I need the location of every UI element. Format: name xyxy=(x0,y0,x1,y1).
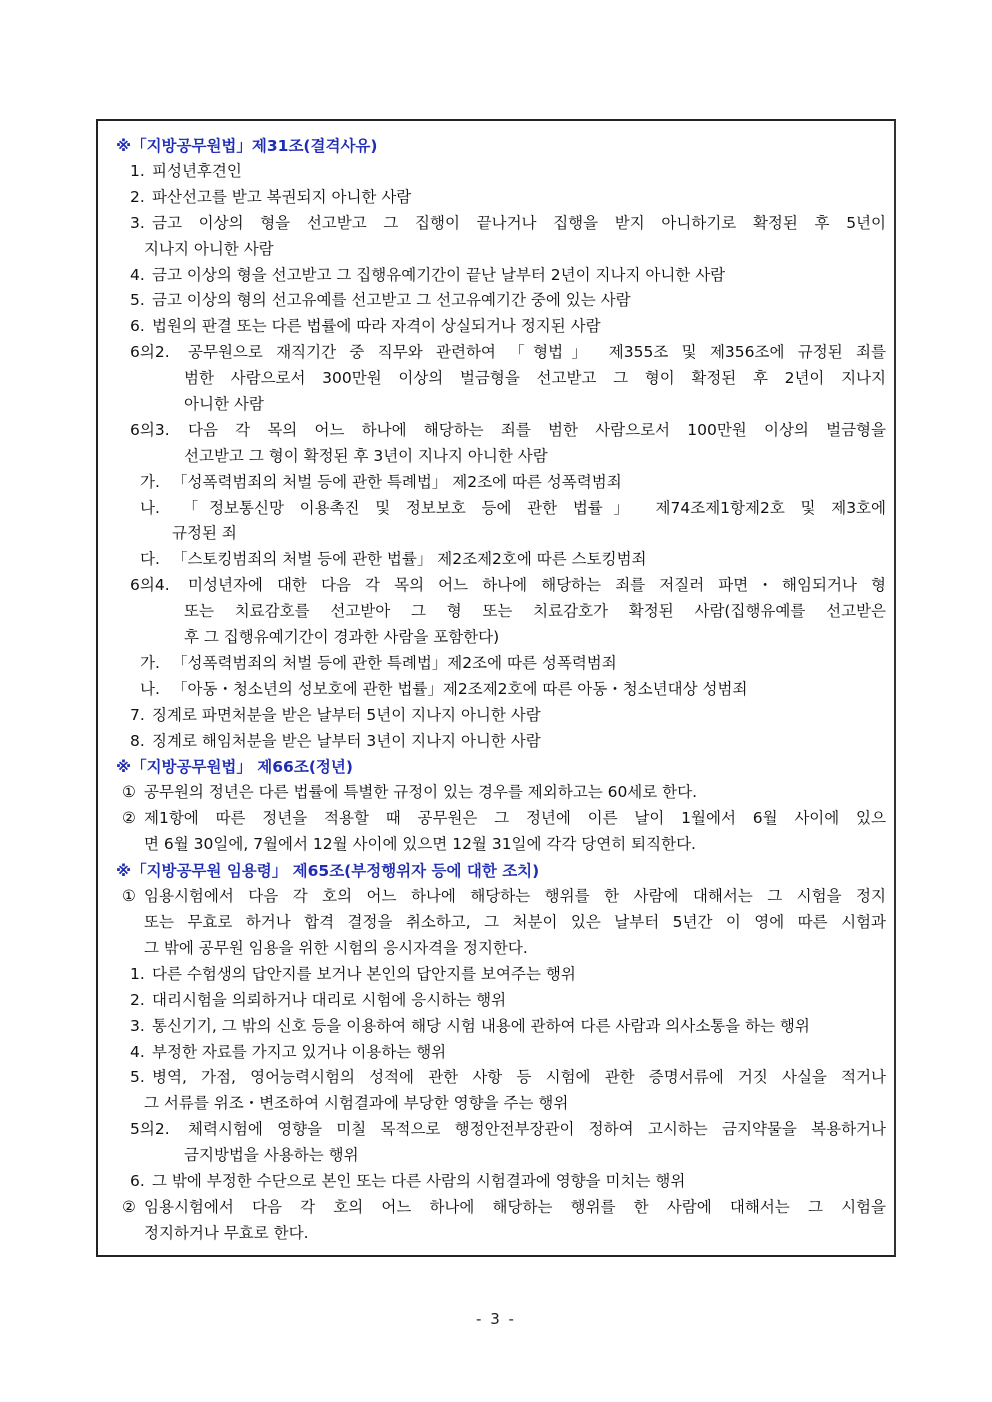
clause-marker: 1. xyxy=(130,162,145,180)
clause-marker: ② xyxy=(122,809,136,828)
clause-marker: 6의2. xyxy=(130,343,170,362)
clause-text: 법원의 판결 또는 다른 법률에 따라 자격이 상실되거나 정지된 사람 xyxy=(152,317,601,336)
clause-text: 「성폭력범죄의 처벌 등에 관한 특례법」 제2조에 따른 성폭력범죄 xyxy=(172,472,622,491)
clause-text: 피성년후견인 xyxy=(152,162,242,180)
clause-text: 선고받고 그 형이 확정된 후 3년이 지나지 아니한 사람 xyxy=(184,446,548,465)
clause-line xyxy=(116,1014,886,1040)
section-heading: ※「지방공무원 임용령」 제65조(부정행위자 등에 대한 조치) xyxy=(116,862,540,881)
clause-line xyxy=(116,832,886,858)
clause-text: 징계로 파면처분을 받은 날부터 5년이 지나지 아니한 사람 xyxy=(152,705,541,724)
law-excerpt-content xyxy=(116,133,886,1247)
clause-text: 금고 이상의 형을 선고받고 그 집행이 끝나거나 집행을 받지 아니하기로 확정된 후 5년이 xyxy=(152,213,886,232)
clause-text: 「정보통신망 이용촉진 및 정보보호 등에 관한 법률」 제74조제1항제2호 및 제3호에 xyxy=(172,498,886,517)
clause-marker: 3. xyxy=(130,213,145,232)
clause-line xyxy=(116,547,886,573)
clause-marker: 다. xyxy=(140,550,160,569)
section-heading: ※「지방공무원법」제31조(결격사유) xyxy=(116,137,378,155)
clause-marker: 4. xyxy=(130,1042,145,1061)
clause-marker: 3. xyxy=(130,1016,145,1035)
clause-text: 범한 사람으로서 300만원 이상의 벌금형을 선고받고 그 형이 확정된 후 2년이 지나지 xyxy=(184,369,886,388)
clause-text: 부정한 자료를 가지고 있거나 이용하는 행위 xyxy=(152,1042,447,1061)
clause-text: 「아동・청소년의 성보호에 관한 법률」제2조제2호에 따른 아동・청소년대상 성범죄 xyxy=(172,679,748,698)
clause-line xyxy=(116,573,886,599)
clause-line xyxy=(116,366,886,392)
clause-marker: 6의3. xyxy=(130,420,170,439)
clause-text: 파산선고를 받고 복권되지 아니한 사람 xyxy=(152,187,412,206)
clause-line xyxy=(116,1117,886,1143)
clause-line xyxy=(116,470,886,496)
law-excerpt-box xyxy=(96,119,896,1257)
clause-text: 제1항에 따른 정년을 적용할 때 공무원은 그 정년에 이른 날이 1월에서 6월 사이에 있으 xyxy=(144,809,886,828)
clause-text: 규정된 죄 xyxy=(172,524,237,543)
clause-line xyxy=(116,806,886,832)
clause-text: 면 6월 30일에, 7월에서 12월 사이에 있으면 12월 31일에 각각 당연히 퇴직한다. xyxy=(144,835,696,854)
clause-marker: 8. xyxy=(130,731,145,750)
clause-text: 「스토킹범죄의 처벌 등에 관한 법률」 제2조제2호에 따른 스토킹범죄 xyxy=(172,550,647,569)
clause-line xyxy=(116,1195,886,1221)
clause-line xyxy=(116,392,886,418)
clause-text: 그 밖에 부정한 수단으로 본인 또는 다른 사람의 시험결과에 영향을 미치는 행위 xyxy=(152,1171,686,1190)
clause-text: 다른 수험생의 답안지를 보거나 본인의 답안지를 보여주는 행위 xyxy=(152,964,576,983)
clause-text: 또는 치료감호를 선고받아 그 형 또는 치료감호가 확정된 사람(집행유예를 선고받은 xyxy=(184,602,886,621)
clause-line xyxy=(116,521,886,547)
clause-line xyxy=(116,237,886,263)
clause-line xyxy=(116,444,886,470)
clause-text: 체력시험에 영향을 미칠 목적으로 행정안전부장관이 정하여 고시하는 금지약물을 복용하거나 xyxy=(188,1120,886,1139)
clause-marker: 4. xyxy=(130,265,145,284)
clause-line xyxy=(116,1143,886,1169)
clause-line xyxy=(116,418,886,444)
clause-marker: ② xyxy=(122,1197,136,1216)
clause-text: 그 밖에 공무원 임용을 위한 시험의 응시자격을 정지한다. xyxy=(144,938,528,957)
clause-marker: 나. xyxy=(140,679,160,698)
clause-line xyxy=(116,314,886,340)
clause-marker: 나. xyxy=(140,498,160,517)
clause-marker: ① xyxy=(122,887,136,906)
clause-text: 「성폭력범죄의 처벌 등에 관한 특례법」제2조에 따른 성폭력범죄 xyxy=(172,653,617,672)
clause-text: 임용시험에서 다음 각 호의 어느 하나에 해당하는 행위를 한 사람에 대해서는 그 시험을 정지 xyxy=(144,887,886,906)
clause-marker: 2. xyxy=(130,187,145,206)
clause-text: 금고 이상의 형을 선고받고 그 집행유예기간이 끝난 날부터 2년이 지나지 아니한 사람 xyxy=(152,265,726,284)
clause-text: 대리시험을 의뢰하거나 대리로 시험에 응시하는 행위 xyxy=(152,990,507,1009)
clause-line xyxy=(116,884,886,910)
clause-line xyxy=(116,936,886,962)
clause-line xyxy=(116,599,886,625)
clause-line xyxy=(116,340,886,366)
clause-text: 또는 무효로 하거나 합격 결정을 취소하고, 그 처분이 있은 날부터 5년간 이 영에 따른 시험과 xyxy=(144,913,886,932)
clause-line xyxy=(116,1065,886,1091)
clause-text: 통신기기, 그 밖의 신호 등을 이용하여 해당 시험 내용에 관하여 다른 사람과 의사소통을 하는 행위 xyxy=(152,1016,810,1035)
clause-text: 후 그 집행유예기간이 경과한 사람을 포함한다) xyxy=(184,628,500,647)
clause-marker: 6의4. xyxy=(130,576,170,595)
clause-line xyxy=(116,780,886,806)
clause-line xyxy=(116,703,886,729)
clause-line xyxy=(116,263,886,289)
clause-text: 공무원의 정년은 다른 법률에 특별한 규정이 있는 경우를 제외하고는 60세로 한다. xyxy=(144,783,698,802)
clause-text: 지나지 아니한 사람 xyxy=(144,239,274,258)
clause-line xyxy=(116,729,886,755)
clause-marker: 6. xyxy=(130,317,145,336)
clause-text: 정지하거나 무효로 한다. xyxy=(144,1223,309,1242)
clause-text: 병역, 가점, 영어능력시험의 성적에 관한 사항 등 시험에 관한 증명서류에 거짓 사실을 적거나 xyxy=(152,1068,886,1087)
clause-line xyxy=(116,1040,886,1066)
clause-marker: ① xyxy=(122,783,136,802)
clause-line xyxy=(116,211,886,237)
clause-text: 임용시험에서 다음 각 호의 어느 하나에 해당하는 행위를 한 사람에 대해서는 그 시험을 xyxy=(144,1197,886,1216)
clause-line xyxy=(116,288,886,314)
clause-line xyxy=(116,185,886,211)
clause-text: 금고 이상의 형의 선고유예를 선고받고 그 선고유예기간 중에 있는 사람 xyxy=(152,291,631,310)
clause-text: 금지방법을 사용하는 행위 xyxy=(184,1146,359,1165)
clause-line xyxy=(116,496,886,522)
clause-marker: 5. xyxy=(130,1068,145,1087)
clause-marker: 5의2. xyxy=(130,1120,170,1139)
clause-line xyxy=(116,625,886,651)
clause-line xyxy=(116,962,886,988)
clause-text: 징계로 해임처분을 받은 날부터 3년이 지나지 아니한 사람 xyxy=(152,731,541,750)
clause-line xyxy=(116,988,886,1014)
clause-marker: 6. xyxy=(130,1171,145,1190)
clause-line xyxy=(116,651,886,677)
clause-line xyxy=(116,159,886,185)
clause-marker: 7. xyxy=(130,705,145,724)
clause-line xyxy=(116,1091,886,1117)
clause-text: 공무원으로 재직기간 중 직무와 관련하여 「형법」 제355조 및 제356조에 규정된 죄를 xyxy=(188,343,886,362)
clause-marker: 1. xyxy=(130,964,145,983)
clause-line xyxy=(116,910,886,936)
clause-text: 다음 각 목의 어느 하나에 해당하는 죄를 범한 사람으로서 100만원 이상의 벌금형을 xyxy=(188,420,886,439)
clause-marker: 5. xyxy=(130,291,145,310)
clause-line xyxy=(116,1221,886,1247)
clause-text: 미성년자에 대한 다음 각 목의 어느 하나에 해당하는 죄를 저질러 파면・해임되거나 형 xyxy=(188,576,886,595)
clause-marker: 가. xyxy=(140,653,160,672)
section-heading: ※「지방공무원법」 제66조(정년) xyxy=(116,758,353,777)
clause-text: 그 서류를 위조・변조하여 시험결과에 부당한 영향을 주는 행위 xyxy=(144,1094,569,1113)
clause-line xyxy=(116,1169,886,1195)
clause-line xyxy=(116,677,886,703)
clause-marker: 2. xyxy=(130,990,145,1009)
clause-marker: 가. xyxy=(140,472,160,491)
page-number: - 3 - xyxy=(476,1310,516,1328)
clause-text: 아니한 사람 xyxy=(184,395,264,414)
